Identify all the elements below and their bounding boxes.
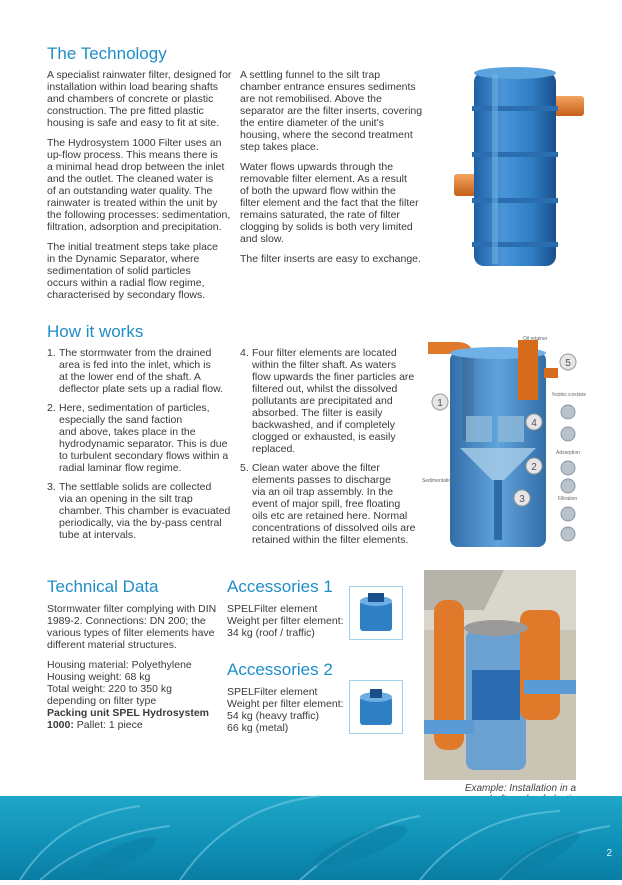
technical-paragraph: Housing material: Polyethylene Housing weight: 68 kg Total weight: 220 to 350 kg depending on filter type Packing unit SPEL Hydrosystem 1000: Pallet: 1 piece	[47, 659, 210, 731]
list-item: 1. The stormwater from the drained area is fed into the inlet, which is at the lower end of the shaft. A deflector plate sets up a radial flow.	[47, 347, 224, 395]
footer-band	[0, 796, 622, 880]
svg-text:4: 4	[531, 418, 537, 429]
page-number: 2	[606, 848, 612, 859]
technology-paragraph: Water flows upwards through the removable filter element. As a result of both the upward flow within the filter element and the fact that the filter remains saturated, the rate of filter clogging by solids is both very limited and slow.	[240, 161, 419, 245]
step-marker	[526, 414, 542, 430]
list-item: 2. Here, sedimentation of particles, especially the sand faction and above, takes place in the hydrodynamic separator. This is due to turbulent secondary flows within a radial laminar flow regime.	[47, 402, 229, 474]
svg-text:1: 1	[437, 398, 443, 409]
svg-text:3: 3	[519, 494, 525, 505]
step-marker	[432, 394, 448, 410]
accessories-1-body: SPELFilter element Weight per filter element: 34 kg (roof / traffic)	[227, 603, 344, 639]
footer-leaf-pattern	[0, 796, 622, 880]
photo-caption: Example: Installation in a	[464, 783, 576, 794]
accessories-2-heading: Accessories 2	[227, 660, 333, 679]
technology-paragraph: A settling funnel to the silt trap chamber entrance ensures sediments are not remobilised. Above the separator are the filter inserts, covering the entire diameter of the unit's housing, where the second treatment step takes place.	[240, 69, 423, 153]
filter-element-image	[349, 680, 403, 734]
step-marker	[560, 354, 576, 370]
svg-text:2: 2	[531, 462, 537, 473]
svg-text:5: 5	[565, 358, 571, 369]
accessories-2-body: SPELFilter element Weight per filter element: 54 kg (heavy traffic) 66 kg (metal)	[227, 686, 344, 734]
technology-column-2	[240, 69, 425, 273]
filter-element-image	[349, 586, 403, 640]
filter-tank-image	[452, 62, 592, 272]
technology-column-1	[47, 69, 232, 309]
technology-paragraph: A specialist rainwater filter, designed for installation within load bearing shafts and chambers of concrete or plastic construction. The pre fitted plastic housing is safe and easy to fit at site.	[47, 69, 232, 129]
sedimentation-label: Sedimentation	[422, 478, 454, 484]
how-it-works-list-2	[240, 347, 425, 553]
technology-heading: The Technology	[47, 44, 167, 63]
technology-paragraph: The Hydrosystem 1000 Filter uses an up-flow process. This means there is a minimal head drop between the inlet and the outlet. The cleaned water is of an outstanding water quality. The rainwater is treated within the unit by the following processes: sedimentation, filtration, adsorption and precipitation.	[47, 137, 231, 233]
packing-unit-label: Packing unit SPEL Hydrosystem	[47, 707, 210, 719]
technology-paragraph: The initial treatment steps take place in the Dynamic Separator, where sedimentation of solid particles occurs within a radial flow regime, characterised by secondary flows.	[47, 241, 219, 301]
accessories-1-heading: Accessories 1	[227, 577, 333, 596]
filtration-label: Filtration	[558, 496, 578, 502]
list-item: 4. Four filter elements are located within the filter shaft. As waters flow upwards the finer particles are filtered out, whilst the dissolved pollutants are precipitated and absorbed. The filter is easily backwashed, and if completely clogged or exhausted, is easily replaced.	[240, 347, 415, 455]
adsorption-label: Adsorption	[556, 450, 580, 456]
how-it-works-heading: How it works	[47, 322, 144, 341]
step-marker	[526, 458, 542, 474]
installation-photo	[424, 570, 576, 780]
technical-data-body	[47, 603, 222, 731]
step-marker	[514, 490, 530, 506]
packing-unit-label: 1000:	[47, 719, 74, 731]
how-it-works-list-1	[47, 347, 232, 548]
list-item: 5. Clean water above the filter elements passes to discharge via an oil trap assembly. In the event of major spill, free floating oils etc are retained here. Normal concentrations of dissolved oils are retained within the filter elements.	[240, 462, 416, 546]
technical-paragraph: Stormwater filter complying with DIN 1989-2. Connections: DN 200; the various types of filter elements have different material structures.	[47, 603, 217, 651]
precipitation-label: Precipitation, co-precipitation	[552, 392, 587, 398]
technology-paragraph: The filter inserts are easy to exchange.	[240, 253, 421, 265]
technical-data-heading: Technical Data	[47, 577, 159, 596]
oil-retainer-label: Oil retainer	[523, 336, 548, 342]
list-item: 3. The settlable solids are collected via an opening in the silt trap chamber. This chamber is evacuated periodically, via the by-pass central tube at intervals.	[47, 481, 231, 541]
cutaway-diagram	[418, 330, 588, 555]
